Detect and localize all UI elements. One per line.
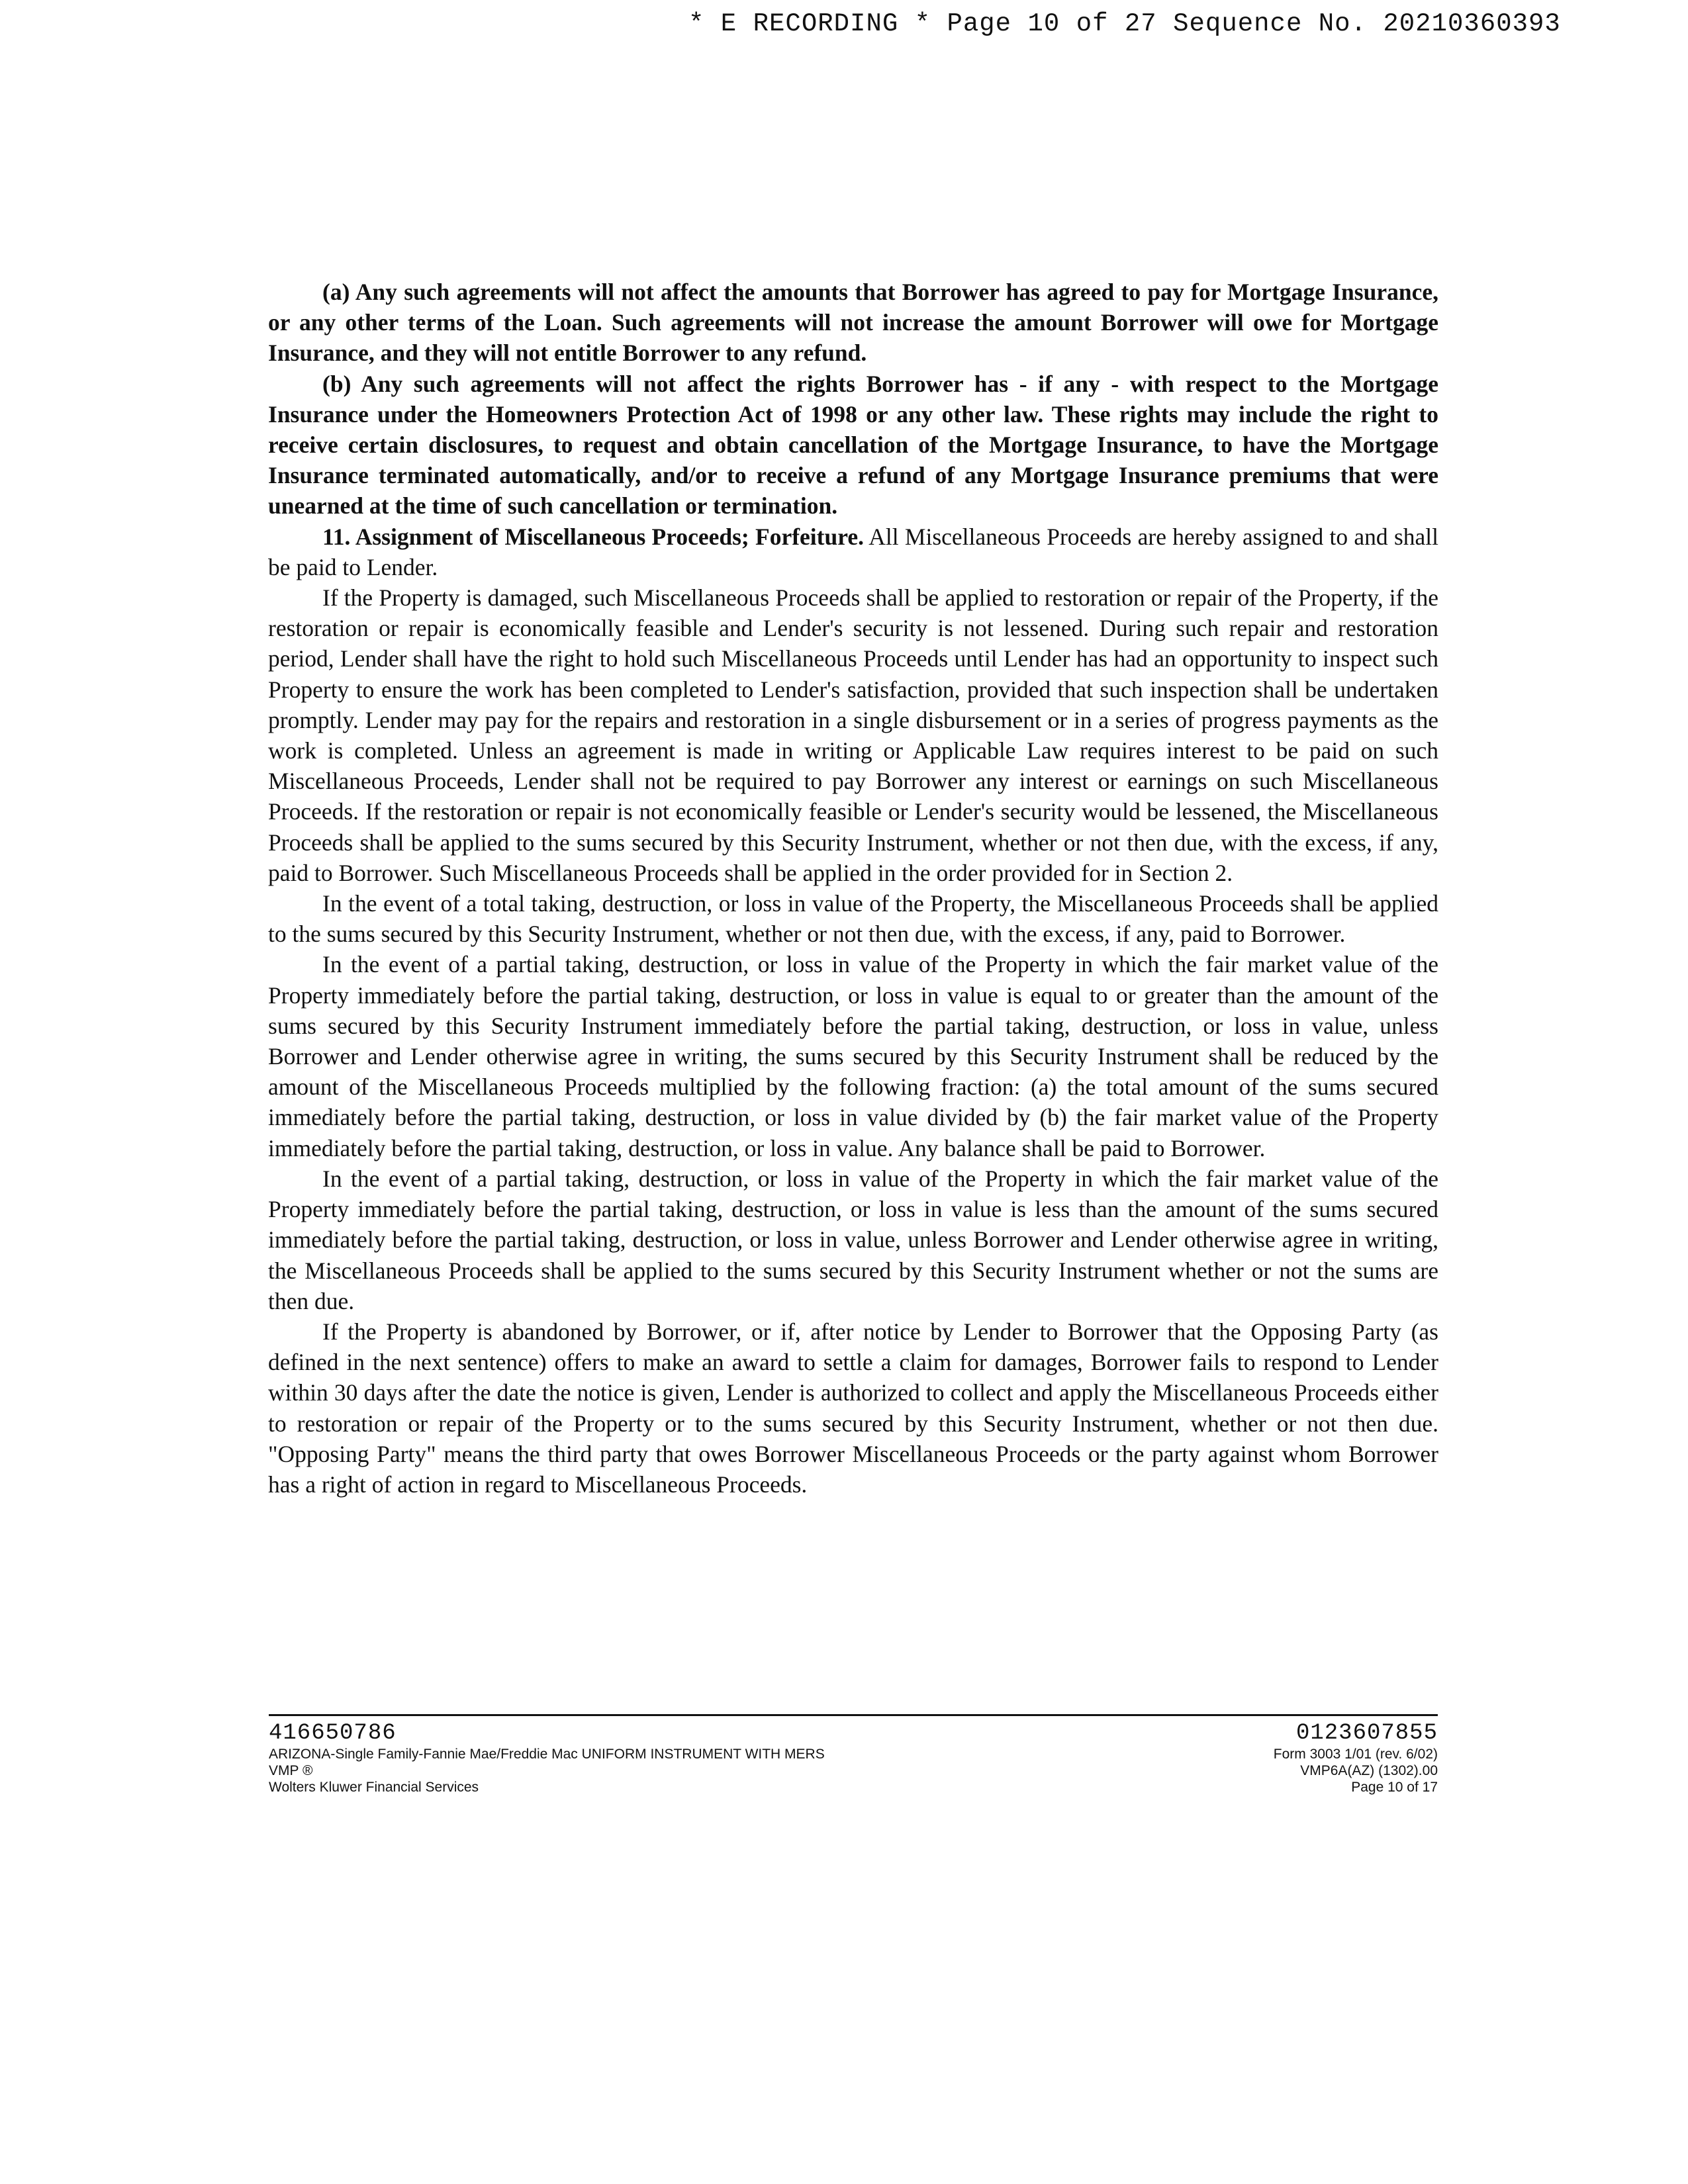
form-title: ARIZONA-Single Family-Fannie Mae/Freddie Mac UNIFORM INSTRUMENT WITH MERS xyxy=(269,1747,825,1762)
vmp-mark: VMP ® xyxy=(269,1763,313,1778)
form-number: Form 3003 1/01 (rev. 6/02) xyxy=(1273,1747,1438,1762)
page-number: Page 10 of 17 xyxy=(1351,1780,1438,1795)
section-11-heading: 11. Assignment of Miscellaneous Proceeds; Forfeiture. xyxy=(322,523,864,550)
paragraph-partial-taking-greater: In the event of a partial taking, destruction, or loss in value of the Property in which the fair market value of the Property immediately before the partial taking, destruction, or loss in value is equal to or greater than the amount of the sums secured by this Security Instrument immediately before the partial taking, destruction, or loss in value, unless Borrower and Lender otherwise agree in writing, the sums secured by this Security Instrument shall be reduced by the amount of the Miscellaneous Proceeds multiplied by the following fraction: (a) the total amount of the sums secured immediately before the partial taking, destruction, or loss in value divided by (b) the fair market value of the Property immediately before the partial taking, destruction, or loss in value. Any balance shall be paid to Borrower. xyxy=(268,951,1438,1161)
footer-right xyxy=(974,1721,1438,1796)
paragraph-a: (a) Any such agreements will not affect the amounts that Borrower has agreed to pay for Mortgage Insurance, or any other terms of the Loan. Such agreements will not increase the amount Borrower will owe for Mortgage Insurance, and they will not entitle Borrower to any refund. xyxy=(268,279,1438,367)
paragraph-partial-taking-less: In the event of a partial taking, destruction, or loss in value of the Property in which the fair market value of the Property immediately before the partial taking, destruction, or loss in value is less than the amount of the sums secured immediately before the partial taking, destruction, or loss in value, unless Borrower and Lender otherwise agree in writing, the Miscellaneous Proceeds shall be applied to the sums secured by this Security Instrument whether or not the sums are then due. xyxy=(268,1165,1438,1314)
document-body xyxy=(268,277,1438,1500)
paragraph-property-damaged: If the Property is damaged, such Miscellaneous Proceeds shall be applied to restoration or repair of the Property, if the restoration or repair is economically feasible and Lender's security is not lessened. During such repair and restoration period, Lender shall have the right to hold such Miscellaneous Proceeds until Lender has had an opportunity to inspect such Property to ensure the work has been completed to Lender's satisfaction, provided that such inspection shall be undertaken promptly. Lender may pay for the repairs and restoration in a single disbursement or in a series of progress payments as the work is completed. Unless an agreement is made in writing or Applicable Law requires interest to be paid on such Miscellaneous Proceeds, Lender shall not be required to pay Borrower any interest or earnings on such Miscellaneous Proceeds. If the restoration or repair is not economically feasible or Lender's security would be lessened, the Miscellaneous Proceeds shall be applied to the sums secured by this Security Instrument, whether or not then due, with the excess, if any, paid to Borrower. Such Miscellaneous Proceeds shall be applied in the order provided for in Section 2. xyxy=(268,584,1438,886)
loan-number: 0123607855 xyxy=(1295,1721,1438,1746)
section-11-paragraph xyxy=(268,522,1438,582)
borrower-loan-id: 416650786 xyxy=(269,1721,397,1746)
paragraph-total-taking: In the event of a total taking, destruction, or loss in value of the Property, the Miscellaneous Proceeds shall be applied to the sums secured by this Security Instrument, whether or not then due, with the excess, if any, paid to Borrower. xyxy=(268,890,1438,948)
section-11-text: All Miscellaneous Proceeds are hereby assigned to and shall be paid to Lender. xyxy=(268,523,1438,580)
footer-divider xyxy=(269,1714,1438,1716)
publisher-name: Wolters Kluwer Financial Services xyxy=(269,1780,479,1795)
recording-header: * E RECORDING * Page 10 of 27 Sequence No. 20210360393 xyxy=(688,9,1561,38)
footer-left xyxy=(269,1721,997,1796)
paragraph-property-abandoned: If the Property is abandoned by Borrower, or if, after notice by Lender to Borrower that the Opposing Party (as defined in the next sentence) offers to make an award to settle a claim for damages, Borrower fails to respond to Lender within 30 days after the date the notice is given, Lender is authorized to collect and apply the Miscellaneous Proceeds either to restoration or repair of the Property or to the sums secured by this Security Instrument, whether or not then due. "Opposing Party" means the third party that owes Borrower Miscellaneous Proceeds or the party against whom Borrower has a right of action in regard to Miscellaneous Proceeds. xyxy=(268,1318,1438,1498)
form-code: VMP6A(AZ) (1302).00 xyxy=(1300,1763,1438,1778)
paragraph-b: (b) Any such agreements will not affect the rights Borrower has - if any - with respect to the Mortgage Insurance under the Homeowners Protection Act of 1998 or any other law. These rights may include the right to receive certain disclosures, to request and obtain cancellation of the Mortgage Insurance, to have the Mortgage Insurance terminated automatically, and/or to receive a refund of any Mortgage Insurance premiums that were unearned at the time of such cancellation or termination. xyxy=(268,370,1438,520)
